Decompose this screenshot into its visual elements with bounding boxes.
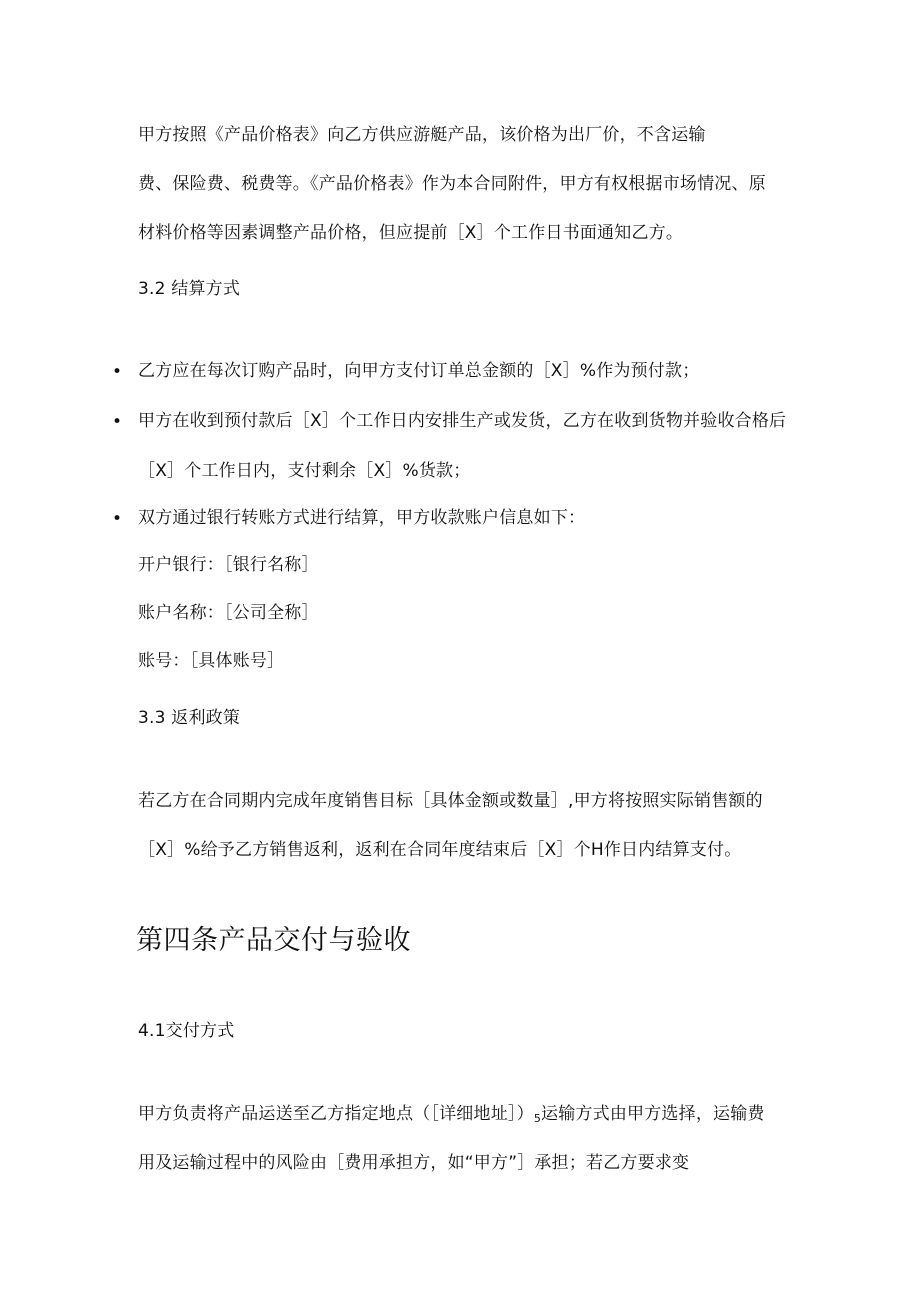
price-paragraph-line-2: 费、保险费、税费等。《产品价格表》作为本合同附件，甲方有权根据市场情况、原 — [138, 174, 766, 194]
price-paragraph-line-3: 材料价格等因素调整产品价格，但应提前［X］个工作日书面通知乙方。 — [138, 223, 684, 243]
delivery-text-part-a: 甲方负责将产品运送至乙方指定地点（［详细地址］） — [138, 1104, 534, 1124]
bullet-2-text-line-2: ［X］个工作日内，支付剩余［X］%货款； — [138, 461, 471, 481]
delivery-paragraph-line-1 — [138, 1103, 765, 1130]
bullet-2-text-line-1: 甲方在收到预付款后［X］个工作日内安排生产或发货，乙方在收到货物并验收合格后 — [138, 411, 787, 431]
bank-name-line: 开户银行：［银行名称］ — [138, 555, 319, 575]
rebate-heading: 3.3 返利政策 — [138, 708, 241, 728]
delivery-subheading: 4.1交付方式 — [138, 1021, 235, 1041]
bullet-marker: • — [112, 362, 123, 382]
article-4-heading: 第四条产品交付与验收 — [136, 925, 411, 956]
account-name-line: 账户名称：［公司全称］ — [138, 603, 319, 623]
bullet-marker: • — [112, 412, 123, 432]
delivery-paragraph-line-2: 用及运输过程中的风险由［费用承担方，如“甲方”］承担；若乙方要求变 — [138, 1153, 690, 1173]
bullet-1-text: 乙方应在每次订购产品时，向甲方支付订单总金额的［X］%作为预付款； — [138, 361, 700, 381]
bullet-3-text: 双方通过银行转账方式进行结算，甲方收款账户信息如下： — [138, 508, 586, 528]
rebate-paragraph-line-1: 若乙方在合同期内完成年度销售目标［具体金额或数量］,甲方将按照实际销售额的 — [138, 791, 763, 811]
account-number-line: 账号：［具体账号］ — [138, 651, 285, 671]
rebate-paragraph-line-2: ［X］%给予乙方销售返利，返利在合同年度结束后［X］个H作日内结算支付。 — [138, 840, 742, 860]
bullet-marker: • — [112, 509, 123, 529]
price-paragraph-line-1: 甲方按照《产品价格表》向乙方供应游艇产品，该价格为出厂价，不含运输 — [138, 125, 706, 145]
stray-subscript: 5 — [533, 1112, 542, 1125]
settlement-heading: 3.2 结算方式 — [138, 279, 241, 299]
delivery-text-part-b: 运输方式由甲方选择，运输费 — [541, 1104, 765, 1124]
